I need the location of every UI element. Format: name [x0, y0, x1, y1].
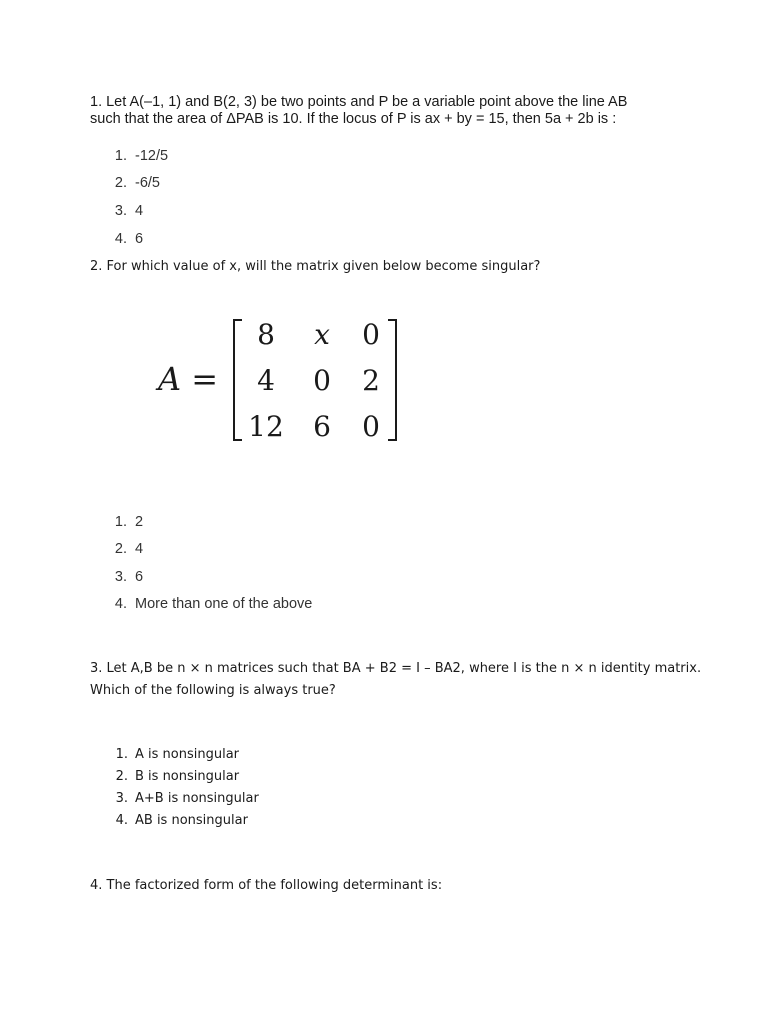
option-text: A+B is nonsingular: [135, 791, 259, 806]
option-text: B is nonsingular: [135, 769, 240, 784]
question-3-line-1: 3. Let A,B be n × n matrices such that BA + B2 = I – BA2, where I is the n × n identity matrix.: [90, 661, 702, 676]
question-2-option-3: [113, 569, 513, 587]
option-text: 6: [135, 569, 144, 585]
option-text: More than one of the above: [135, 596, 313, 612]
option-text: AB is nonsingular: [135, 813, 248, 828]
matrix-cell: x: [314, 318, 330, 351]
matrix-label: A =: [158, 360, 219, 398]
question-2-option-1: [113, 514, 513, 532]
option-text: 4: [135, 541, 144, 557]
question-2-text: 2. For which value of x, will the matrix given below become singular?: [90, 259, 541, 274]
question-1: [90, 94, 627, 128]
option-number: 4.: [115, 813, 128, 828]
question-3-line-2: Which of the following is always true?: [90, 683, 336, 698]
question-4-text: 4. The factorized form of the following determinant is:: [90, 878, 443, 893]
option-number: 1.: [114, 148, 127, 164]
option-text: 4: [135, 203, 144, 219]
matrix-cell: 0: [313, 364, 331, 397]
question-1-option-2: [113, 175, 513, 193]
option-text: -12/5: [135, 148, 169, 164]
question-2-option-2: [113, 541, 513, 559]
option-number: 1.: [114, 514, 127, 530]
question-3-option-1: [112, 747, 512, 765]
option-number: 3.: [114, 569, 127, 585]
matrix-cell: 2: [362, 364, 380, 397]
option-number: 2.: [114, 541, 127, 557]
option-number: 3.: [114, 203, 127, 219]
option-text: A is nonsingular: [135, 747, 240, 762]
option-number: 4.: [114, 596, 127, 612]
option-number: 3.: [115, 791, 128, 806]
matrix-cell: 0: [362, 318, 380, 351]
question-1-option-1: [113, 148, 513, 166]
question-1-line-1: 1. Let A(–1, 1) and B(2, 3) be two points and P be a variable point above the line AB: [90, 94, 628, 110]
question-1-option-4: [113, 231, 513, 249]
question-1-option-3: [113, 203, 513, 221]
matrix-cell: 6: [313, 410, 331, 443]
option-number: 2.: [114, 175, 127, 191]
option-number: 2.: [115, 769, 128, 784]
option-text: 6: [135, 231, 144, 247]
option-number: 1.: [115, 747, 128, 762]
question-1-line-2: such that the area of ΔPAB is 10. If the locus of P is ax + by = 15, then 5a + 2b is :: [90, 111, 617, 127]
question-3-option-3: [112, 791, 512, 809]
question-2-option-4: [113, 596, 513, 614]
matrix-cell: 0: [362, 410, 380, 443]
question-3-option-4: [112, 813, 512, 831]
option-text: -6/5: [135, 175, 160, 191]
option-text: 2: [135, 514, 144, 530]
matrix-cell: 12: [248, 410, 284, 443]
matrix-cell: 8: [257, 318, 275, 351]
option-number: 4.: [114, 231, 127, 247]
question-3-option-2: [112, 769, 512, 787]
matrix-cell: 4: [257, 364, 275, 397]
